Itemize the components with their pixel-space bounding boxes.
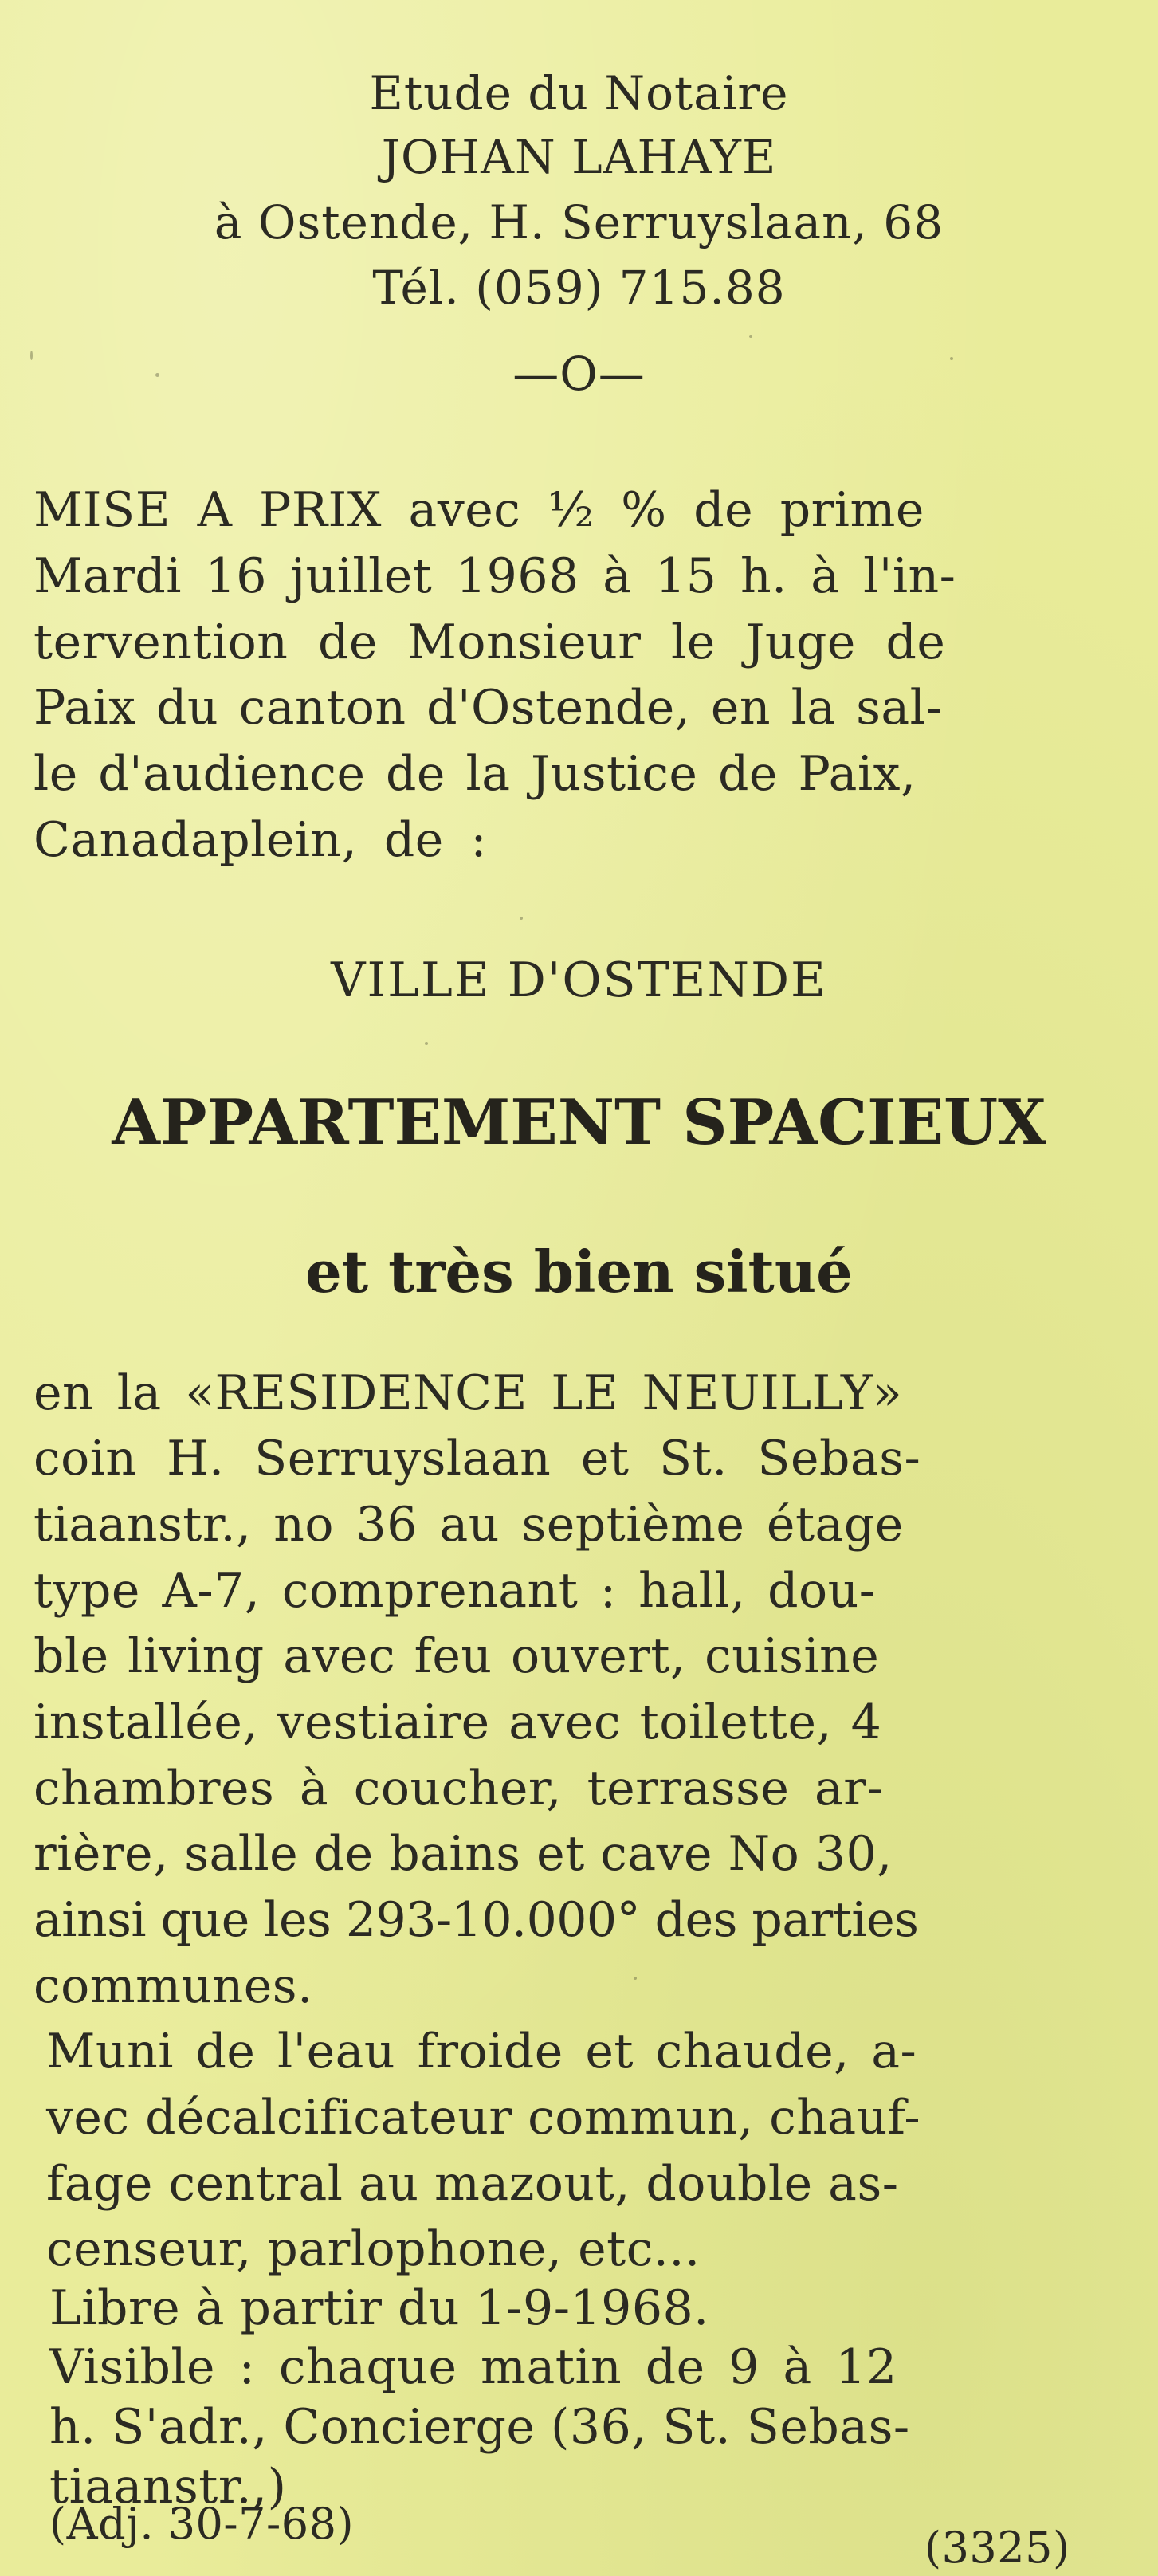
header-notary-name: JOHAN LAHAYE (381, 130, 777, 184)
header-separator: —O— (512, 347, 646, 401)
paper-speck (30, 351, 33, 360)
intro-line: tervention de Monsieur le Juge de (33, 615, 946, 670)
intro-line: le d'audience de la Justice de Paix, (33, 746, 917, 802)
paper-speck (749, 335, 752, 338)
paper-speck (634, 1977, 637, 1980)
description-line: coin H. Serruyslaan et St. Sebas- (33, 1431, 921, 1486)
listing-title: APPARTEMENT SPACIEUX (112, 1086, 1046, 1159)
details-line: Libre à partir du 1-9-1968. (49, 2280, 709, 2336)
intro-line: Canadaplein, de : (33, 812, 488, 868)
adjudication-date: (Adj. 30-7-68) (49, 2499, 355, 2549)
details-line: fage central au mazout, double as- (46, 2156, 899, 2212)
description-line: communes. (33, 1958, 313, 2014)
paper-speck (425, 1042, 428, 1045)
details-line: tiaanstr.,) (49, 2459, 287, 2515)
description-line: ble living avec feu ouvert, cuisine (33, 1628, 880, 1684)
details-line: vec décalcificateur commun, chauf- (46, 2090, 921, 2146)
description-line: installée, vestiaire avec toilette, 4 (33, 1694, 882, 1750)
intro-line: MISE A PRIX avec ½ % de prime (33, 482, 924, 538)
description-line: ainsi que les 293-10.000° des parties (33, 1892, 919, 1948)
header-phone: Tél. (059) 715.88 (372, 261, 786, 315)
description-line: en la «RESIDENCE LE NEUILLY» (33, 1365, 903, 1421)
details-line: Muni de l'eau froide et chaude, a- (46, 2024, 917, 2079)
intro-line: Paix du canton d'Ostende, en la sal- (33, 680, 943, 736)
intro-line: Mardi 16 juillet 1968 à 15 h. à l'in- (33, 548, 956, 604)
listing-subtitle: et très bien situé (305, 1238, 853, 1306)
details-line: Visible : chaque matin de 9 à 12 (49, 2339, 897, 2395)
description-line: tiaanstr., no 36 au septième étage (33, 1497, 904, 1553)
details-line: h. S'adr., Concierge (36, St. Sebas- (49, 2399, 910, 2455)
location-heading: VILLE D'OSTENDE (331, 952, 827, 1008)
reference-number: (3325) (924, 2523, 1070, 2573)
header-line-1: Etude du Notaire (369, 66, 789, 120)
description-line: chambres à coucher, terrasse ar- (33, 1761, 884, 1816)
description-line: type A-7, comprenant : hall, dou- (33, 1563, 876, 1619)
paper-speck (950, 357, 953, 360)
details-line: censeur, parlophone, etc... (46, 2221, 701, 2277)
paper-speck (155, 373, 159, 377)
header-address: à Ostende, H. Serruyslaan, 68 (214, 195, 944, 249)
description-line: rière, salle de bains et cave No 30, (33, 1826, 893, 1882)
paper-speck (520, 917, 523, 920)
